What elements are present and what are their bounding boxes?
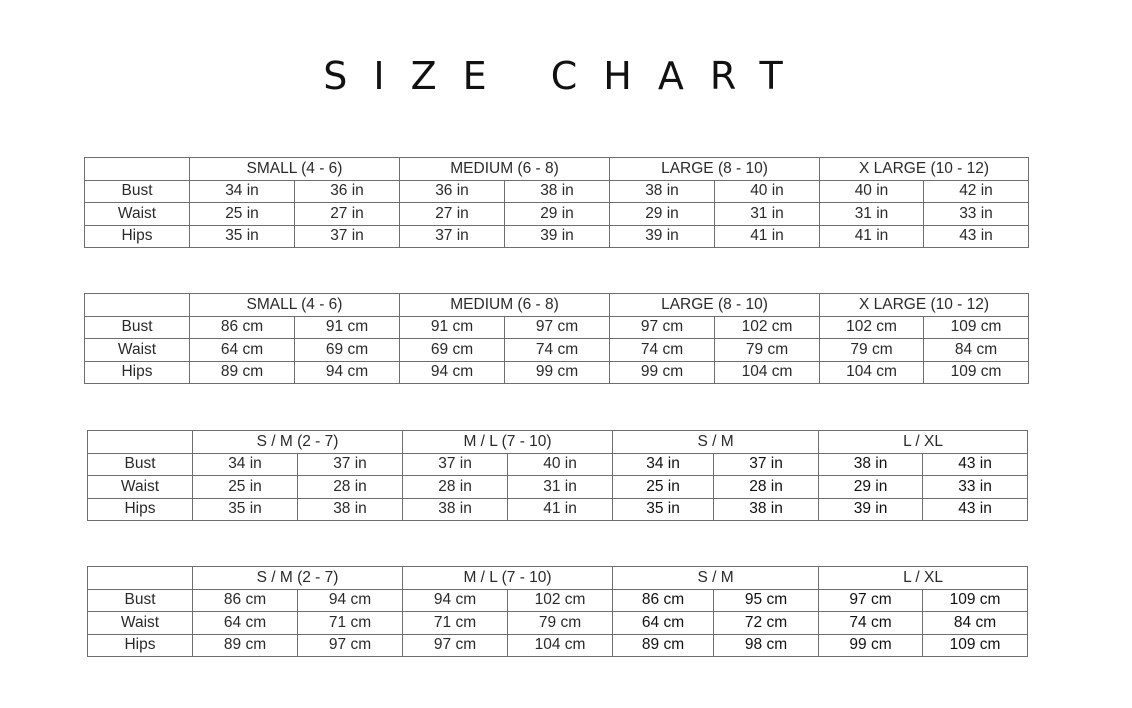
measurement-value: 43 in	[924, 225, 1029, 248]
table-row	[88, 476, 1028, 499]
measurement-value: 72 cm	[714, 612, 819, 635]
measurement-value: 36 in	[400, 180, 505, 203]
measurement-value: 64 cm	[193, 612, 298, 635]
measurement-value: 69 cm	[400, 339, 505, 362]
measurement-value: 89 cm	[193, 634, 298, 657]
measurement-value: 38 in	[403, 498, 508, 521]
table-row	[85, 316, 1029, 339]
measurement-label: Hips	[88, 498, 193, 521]
table-row	[88, 612, 1028, 635]
measurement-value: 35 in	[190, 225, 295, 248]
measurement-value: 38 in	[819, 453, 923, 476]
measurement-label: Waist	[88, 612, 193, 635]
measurement-value: 37 in	[298, 453, 403, 476]
measurement-label: Bust	[88, 453, 193, 476]
size-header-cell: M / L (7 - 10)	[403, 567, 613, 590]
measurement-label: Hips	[88, 634, 193, 657]
size-header-cell: LARGE (8 - 10)	[610, 158, 820, 181]
table-header-row	[88, 431, 1028, 454]
measurement-value: 34 in	[190, 180, 295, 203]
measurement-value: 25 in	[613, 476, 714, 499]
measurement-value: 36 in	[295, 180, 400, 203]
size-header-cell: L / XL	[819, 567, 1028, 590]
measurement-label: Bust	[85, 180, 190, 203]
measurement-value: 35 in	[193, 498, 298, 521]
measurement-value: 25 in	[193, 476, 298, 499]
measurement-value: 39 in	[819, 498, 923, 521]
header-corner-cell	[88, 431, 193, 454]
measurement-value: 97 cm	[505, 316, 610, 339]
measurement-value: 29 in	[610, 203, 715, 226]
size-header-cell: S / M (2 - 7)	[193, 567, 403, 590]
size-header-cell: SMALL (4 - 6)	[190, 294, 400, 317]
measurement-value: 28 in	[298, 476, 403, 499]
measurement-value: 109 cm	[924, 316, 1029, 339]
measurement-label: Hips	[85, 361, 190, 384]
measurement-value: 109 cm	[923, 589, 1028, 612]
measurement-value: 25 in	[190, 203, 295, 226]
measurement-value: 38 in	[505, 180, 610, 203]
measurement-value: 84 cm	[924, 339, 1029, 362]
measurement-value: 31 in	[715, 203, 820, 226]
table-header-row	[88, 567, 1028, 590]
measurement-label: Waist	[85, 203, 190, 226]
measurement-value: 97 cm	[819, 589, 923, 612]
measurement-value: 28 in	[403, 476, 508, 499]
measurement-value: 91 cm	[400, 316, 505, 339]
size-header-cell: MEDIUM (6 - 8)	[400, 158, 610, 181]
measurement-value: 74 cm	[819, 612, 923, 635]
size-header-cell: M / L (7 - 10)	[403, 431, 613, 454]
measurement-value: 79 cm	[715, 339, 820, 362]
measurement-value: 94 cm	[403, 589, 508, 612]
table-row	[85, 361, 1029, 384]
measurement-value: 43 in	[923, 498, 1028, 521]
measurement-value: 86 cm	[193, 589, 298, 612]
measurement-value: 42 in	[924, 180, 1029, 203]
table-row	[88, 498, 1028, 521]
measurement-value: 86 cm	[613, 589, 714, 612]
measurement-value: 109 cm	[924, 361, 1029, 384]
measurement-value: 37 in	[400, 225, 505, 248]
measurement-value: 98 cm	[714, 634, 819, 657]
measurement-value: 31 in	[820, 203, 924, 226]
measurement-label: Hips	[85, 225, 190, 248]
measurement-value: 34 in	[193, 453, 298, 476]
measurement-value: 34 in	[613, 453, 714, 476]
size-header-cell: S / M	[613, 567, 819, 590]
measurement-value: 40 in	[715, 180, 820, 203]
measurement-value: 102 cm	[508, 589, 613, 612]
size-header-cell: SMALL (4 - 6)	[190, 158, 400, 181]
measurement-value: 74 cm	[610, 339, 715, 362]
measurement-value: 69 cm	[295, 339, 400, 362]
measurement-value: 38 in	[714, 498, 819, 521]
measurement-value: 38 in	[610, 180, 715, 203]
measurement-value: 99 cm	[610, 361, 715, 384]
measurement-value: 39 in	[610, 225, 715, 248]
size-table-inches-combined	[87, 430, 1028, 521]
measurement-value: 99 cm	[819, 634, 923, 657]
size-table-cm-standard	[84, 293, 1029, 384]
measurement-value: 27 in	[295, 203, 400, 226]
measurement-value: 95 cm	[714, 589, 819, 612]
measurement-value: 104 cm	[820, 361, 924, 384]
measurement-value: 97 cm	[298, 634, 403, 657]
table-row	[85, 203, 1029, 226]
measurement-value: 79 cm	[820, 339, 924, 362]
measurement-value: 64 cm	[190, 339, 295, 362]
measurement-value: 41 in	[715, 225, 820, 248]
measurement-value: 29 in	[505, 203, 610, 226]
measurement-value: 41 in	[508, 498, 613, 521]
table-row	[88, 453, 1028, 476]
measurement-value: 99 cm	[505, 361, 610, 384]
table-row	[88, 634, 1028, 657]
table-row	[88, 589, 1028, 612]
measurement-label: Waist	[85, 339, 190, 362]
measurement-value: 89 cm	[613, 634, 714, 657]
measurement-value: 79 cm	[508, 612, 613, 635]
table-header-row	[85, 294, 1029, 317]
size-header-cell: S / M (2 - 7)	[193, 431, 403, 454]
measurement-value: 94 cm	[298, 589, 403, 612]
measurement-value: 37 in	[403, 453, 508, 476]
page-title: SIZE CHART	[323, 54, 809, 98]
measurement-value: 91 cm	[295, 316, 400, 339]
table-row	[85, 225, 1029, 248]
size-header-cell: S / M	[613, 431, 819, 454]
header-corner-cell	[88, 567, 193, 590]
measurement-value: 86 cm	[190, 316, 295, 339]
measurement-label: Bust	[85, 316, 190, 339]
measurement-value: 97 cm	[610, 316, 715, 339]
size-header-cell: LARGE (8 - 10)	[610, 294, 820, 317]
measurement-value: 104 cm	[508, 634, 613, 657]
measurement-label: Waist	[88, 476, 193, 499]
header-corner-cell	[85, 158, 190, 181]
measurement-value: 94 cm	[400, 361, 505, 384]
measurement-value: 41 in	[820, 225, 924, 248]
measurement-value: 40 in	[508, 453, 613, 476]
table-row	[85, 180, 1029, 203]
measurement-value: 27 in	[400, 203, 505, 226]
size-table-inches-standard	[84, 157, 1029, 248]
size-header-cell: X LARGE (10 - 12)	[820, 158, 1029, 181]
measurement-value: 71 cm	[298, 612, 403, 635]
measurement-value: 38 in	[298, 498, 403, 521]
table-header-row	[85, 158, 1029, 181]
measurement-value: 89 cm	[190, 361, 295, 384]
measurement-value: 35 in	[613, 498, 714, 521]
measurement-value: 37 in	[295, 225, 400, 248]
measurement-value: 31 in	[508, 476, 613, 499]
measurement-value: 40 in	[820, 180, 924, 203]
measurement-value: 104 cm	[715, 361, 820, 384]
size-header-cell: X LARGE (10 - 12)	[820, 294, 1029, 317]
measurement-value: 94 cm	[295, 361, 400, 384]
measurement-value: 64 cm	[613, 612, 714, 635]
measurement-value: 109 cm	[923, 634, 1028, 657]
measurement-value: 33 in	[923, 476, 1028, 499]
size-table-cm-combined	[87, 566, 1028, 657]
measurement-value: 74 cm	[505, 339, 610, 362]
size-header-cell: MEDIUM (6 - 8)	[400, 294, 610, 317]
measurement-value: 37 in	[714, 453, 819, 476]
measurement-value: 43 in	[923, 453, 1028, 476]
measurement-value: 102 cm	[715, 316, 820, 339]
measurement-value: 33 in	[924, 203, 1029, 226]
measurement-label: Bust	[88, 589, 193, 612]
size-header-cell: L / XL	[819, 431, 1028, 454]
measurement-value: 39 in	[505, 225, 610, 248]
header-corner-cell	[85, 294, 190, 317]
measurement-value: 102 cm	[820, 316, 924, 339]
measurement-value: 28 in	[714, 476, 819, 499]
table-row	[85, 339, 1029, 362]
measurement-value: 97 cm	[403, 634, 508, 657]
measurement-value: 29 in	[819, 476, 923, 499]
measurement-value: 71 cm	[403, 612, 508, 635]
measurement-value: 84 cm	[923, 612, 1028, 635]
